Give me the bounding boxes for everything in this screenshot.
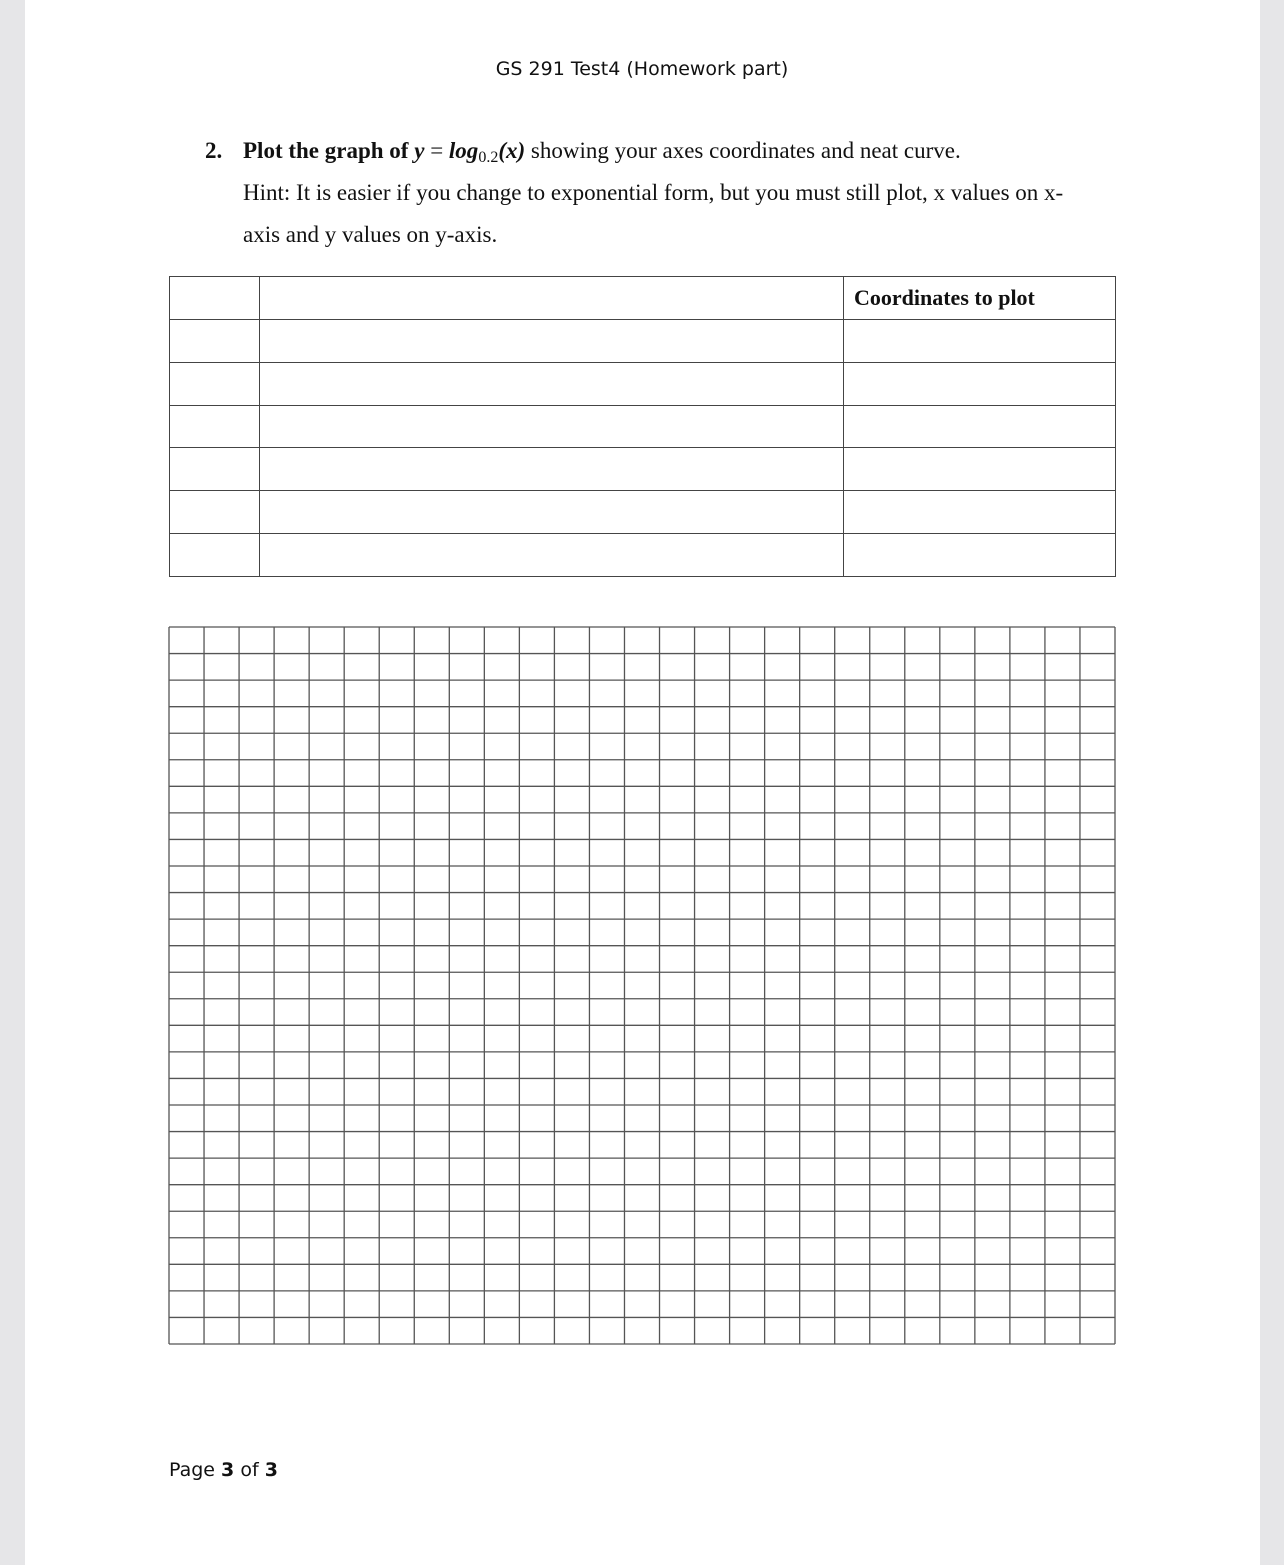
page-current: 3	[221, 1459, 235, 1481]
equation-log: log	[448, 138, 479, 163]
page-header: GS 291 Test4 (Homework part)	[495, 58, 789, 80]
table-row	[170, 319, 1116, 362]
table-cell[interactable]	[260, 362, 844, 405]
equation-arg: (x)	[498, 138, 526, 163]
table-cell[interactable]	[844, 534, 1116, 577]
table-cell[interactable]	[844, 362, 1116, 405]
table-cell[interactable]	[170, 319, 260, 362]
graph-paper-grid[interactable]	[168, 626, 1116, 1346]
table-cell[interactable]	[844, 319, 1116, 362]
page-label: Page	[169, 1459, 222, 1481]
coordinates-table	[169, 276, 1116, 577]
equation-y: y	[414, 138, 425, 163]
table-cell[interactable]	[170, 448, 260, 491]
table-cell[interactable]	[170, 405, 260, 448]
table-cell[interactable]	[260, 448, 844, 491]
table-cell[interactable]	[170, 277, 260, 320]
table-row	[170, 534, 1116, 577]
hint-line-2: axis and y values on y-axis.	[243, 222, 498, 247]
equation-base: 0.2	[478, 149, 499, 166]
question-number: 2.	[205, 138, 223, 163]
table-cell[interactable]	[170, 534, 260, 577]
hint-line-1: Hint: It is easier if you change to exponential form, but you must still plot, x values on x-	[243, 180, 1064, 205]
table-cell[interactable]	[170, 491, 260, 534]
table-row	[170, 491, 1116, 534]
table-cell[interactable]	[844, 405, 1116, 448]
equation-equals: =	[424, 138, 449, 163]
table-cell[interactable]	[260, 319, 844, 362]
table-cell[interactable]	[170, 362, 260, 405]
page-footer	[169, 1459, 278, 1481]
question-text	[243, 130, 1143, 172]
table-cell[interactable]	[844, 491, 1116, 534]
question-prefix: Plot the graph of	[243, 138, 409, 163]
table-row	[170, 362, 1116, 405]
table-cell[interactable]	[260, 277, 844, 320]
table-row	[170, 405, 1116, 448]
question-suffix: showing your axes coordinates and neat curve.	[525, 138, 961, 163]
table-row	[170, 277, 1116, 320]
table-cell[interactable]	[260, 405, 844, 448]
page-total: 3	[264, 1459, 278, 1481]
table-cell[interactable]	[844, 448, 1116, 491]
page-of: of	[234, 1459, 265, 1481]
table-cell[interactable]	[260, 491, 844, 534]
table-row	[170, 448, 1116, 491]
table-cell[interactable]	[260, 534, 844, 577]
coordinates-header: Coordinates to plot	[844, 277, 1116, 320]
